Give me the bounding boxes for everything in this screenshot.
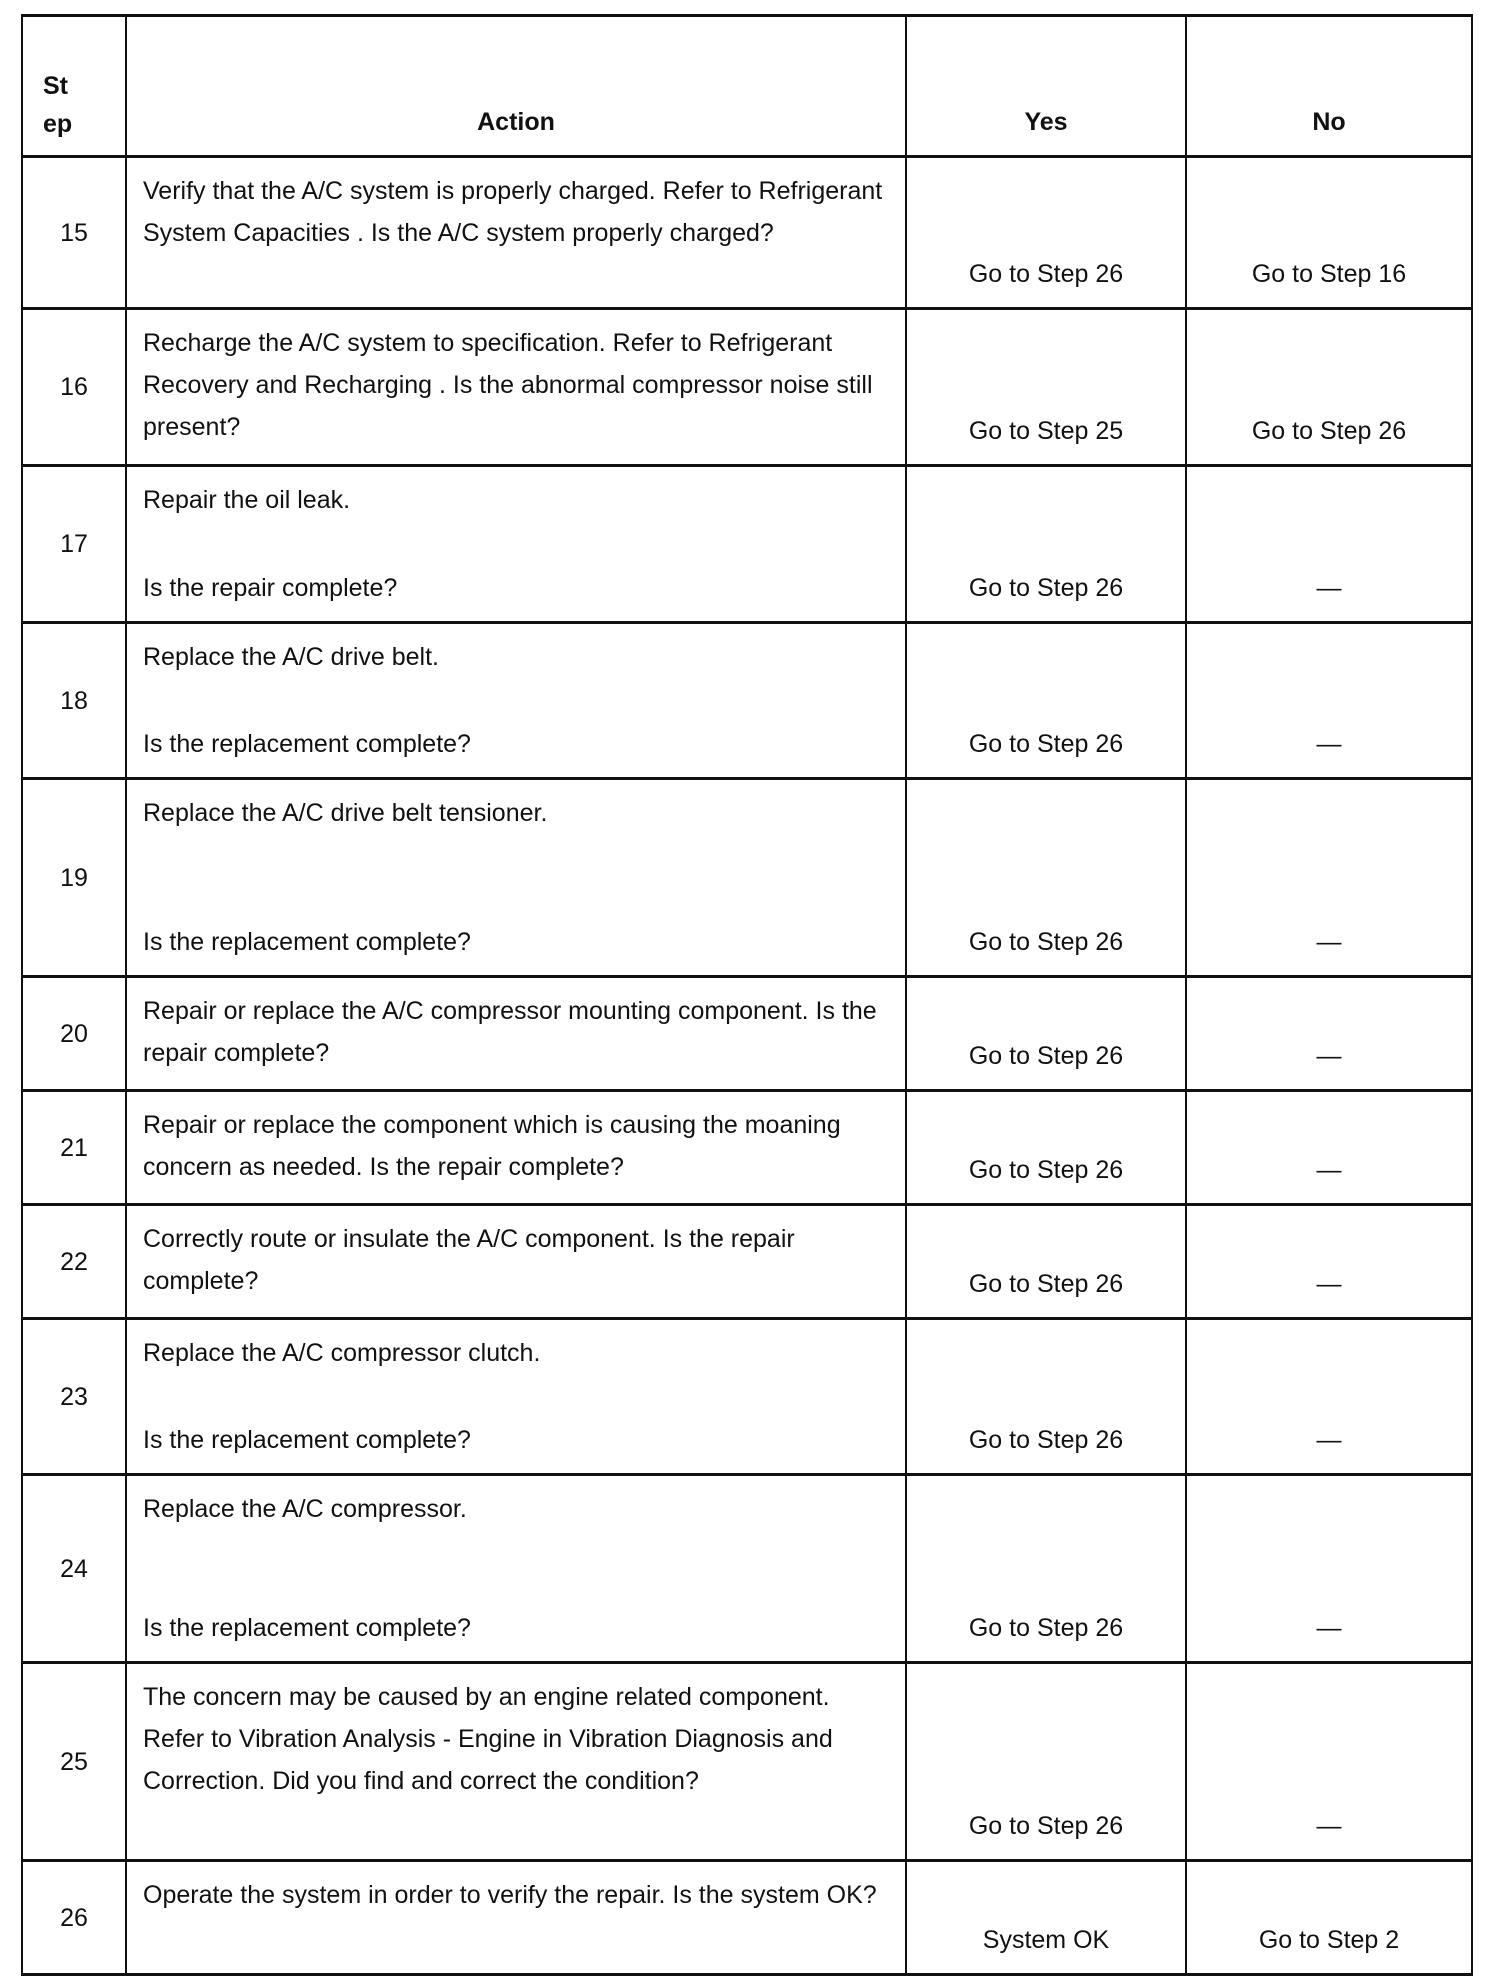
action-text: Is the repair complete? — [143, 574, 398, 602]
action-text: Verify that the A/C system is properly charged. Refer to Refrigerant System Capacities . Is the A/C system properly charged? — [143, 177, 883, 247]
yes-result: Go to Step 26 — [906, 1663, 1186, 1861]
action-text: Repair or replace the component which is causing the moaning concern as needed. Is the repair complete? — [143, 1111, 841, 1181]
table-row — [22, 779, 1472, 977]
yes-result: Go to Step 25 — [906, 309, 1186, 466]
step-number: 21 — [22, 1091, 126, 1205]
action-text: Operate the system in order to verify the repair. Is the system OK? — [143, 1881, 877, 1909]
no-result: — — [1186, 623, 1472, 779]
action-cell — [126, 466, 906, 623]
action-cell — [126, 309, 906, 466]
no-result: Go to Step 16 — [1186, 157, 1472, 309]
action-cell — [126, 779, 906, 977]
table-row — [22, 1319, 1472, 1475]
no-result: — — [1186, 779, 1472, 977]
yes-result: Go to Step 26 — [906, 466, 1186, 623]
action-text: The concern may be caused by an engine related component. Refer to Vibration Analysis - Engine in Vibration Diagnosis and Correction. Did you find and correct the condition? — [143, 1683, 833, 1795]
no-result: — — [1186, 466, 1472, 623]
action-cell — [126, 157, 906, 309]
step-number: 17 — [22, 466, 126, 623]
action-text: Replace the A/C compressor clutch. — [143, 1339, 541, 1367]
yes-result: Go to Step 26 — [906, 1475, 1186, 1663]
action-cell — [126, 623, 906, 779]
yes-result: Go to Step 26 — [906, 157, 1186, 309]
action-text: Recharge the A/C system to specification. Refer to Refrigerant Recovery and Recharging . Is the abnormal compressor noise still present? — [143, 329, 873, 441]
action-cell — [126, 1091, 906, 1205]
action-text: Replace the A/C drive belt tensioner. — [143, 799, 548, 827]
step-number: 15 — [22, 157, 126, 309]
yes-result: Go to Step 26 — [906, 779, 1186, 977]
action-text: Is the replacement complete? — [143, 1614, 471, 1642]
no-result: — — [1186, 1205, 1472, 1319]
action-cell — [126, 1205, 906, 1319]
step-number: 16 — [22, 309, 126, 466]
table-row — [22, 1861, 1472, 1975]
header-no: No — [1186, 16, 1472, 157]
no-result: Go to Step 2 — [1186, 1861, 1472, 1975]
yes-result: Go to Step 26 — [906, 1205, 1186, 1319]
step-number: 23 — [22, 1319, 126, 1475]
table-row — [22, 1663, 1472, 1861]
yes-result: Go to Step 26 — [906, 623, 1186, 779]
action-cell — [126, 1475, 906, 1663]
action-text: Is the replacement complete? — [143, 730, 471, 758]
header-yes: Yes — [906, 16, 1186, 157]
action-text: Repair or replace the A/C compressor mounting component. Is the repair complete? — [143, 997, 877, 1067]
step-number: 22 — [22, 1205, 126, 1319]
diagnostic-table — [21, 14, 1473, 1976]
no-result: — — [1186, 1475, 1472, 1663]
action-text: Correctly route or insulate the A/C component. Is the repair complete? — [143, 1225, 795, 1295]
table-row — [22, 157, 1472, 309]
step-number: 19 — [22, 779, 126, 977]
yes-result: Go to Step 26 — [906, 1319, 1186, 1475]
step-number: 26 — [22, 1861, 126, 1975]
table-row — [22, 466, 1472, 623]
step-number: 24 — [22, 1475, 126, 1663]
step-number: 25 — [22, 1663, 126, 1861]
action-cell — [126, 1319, 906, 1475]
action-text: Replace the A/C compressor. — [143, 1495, 467, 1523]
table-row — [22, 309, 1472, 466]
step-number: 18 — [22, 623, 126, 779]
yes-result: System OK — [906, 1861, 1186, 1975]
step-number: 20 — [22, 977, 126, 1091]
table-row — [22, 623, 1472, 779]
table-row — [22, 1091, 1472, 1205]
table-row — [22, 977, 1472, 1091]
action-text: Is the replacement complete? — [143, 928, 471, 956]
header-step: St ep — [22, 16, 126, 157]
no-result: Go to Step 26 — [1186, 309, 1472, 466]
yes-result: Go to Step 26 — [906, 1091, 1186, 1205]
yes-result: Go to Step 26 — [906, 977, 1186, 1091]
header-action: Action — [126, 16, 906, 157]
action-text: Replace the A/C drive belt. — [143, 643, 439, 671]
no-result: — — [1186, 1091, 1472, 1205]
action-cell — [126, 1663, 906, 1861]
table-row — [22, 1475, 1472, 1663]
no-result: — — [1186, 1319, 1472, 1475]
action-cell — [126, 977, 906, 1091]
no-result: — — [1186, 977, 1472, 1091]
header-row — [22, 16, 1472, 157]
action-cell — [126, 1861, 906, 1975]
no-result: — — [1186, 1663, 1472, 1861]
action-text: Is the replacement complete? — [143, 1426, 471, 1454]
table-row — [22, 1205, 1472, 1319]
action-text: Repair the oil leak. — [143, 486, 351, 514]
